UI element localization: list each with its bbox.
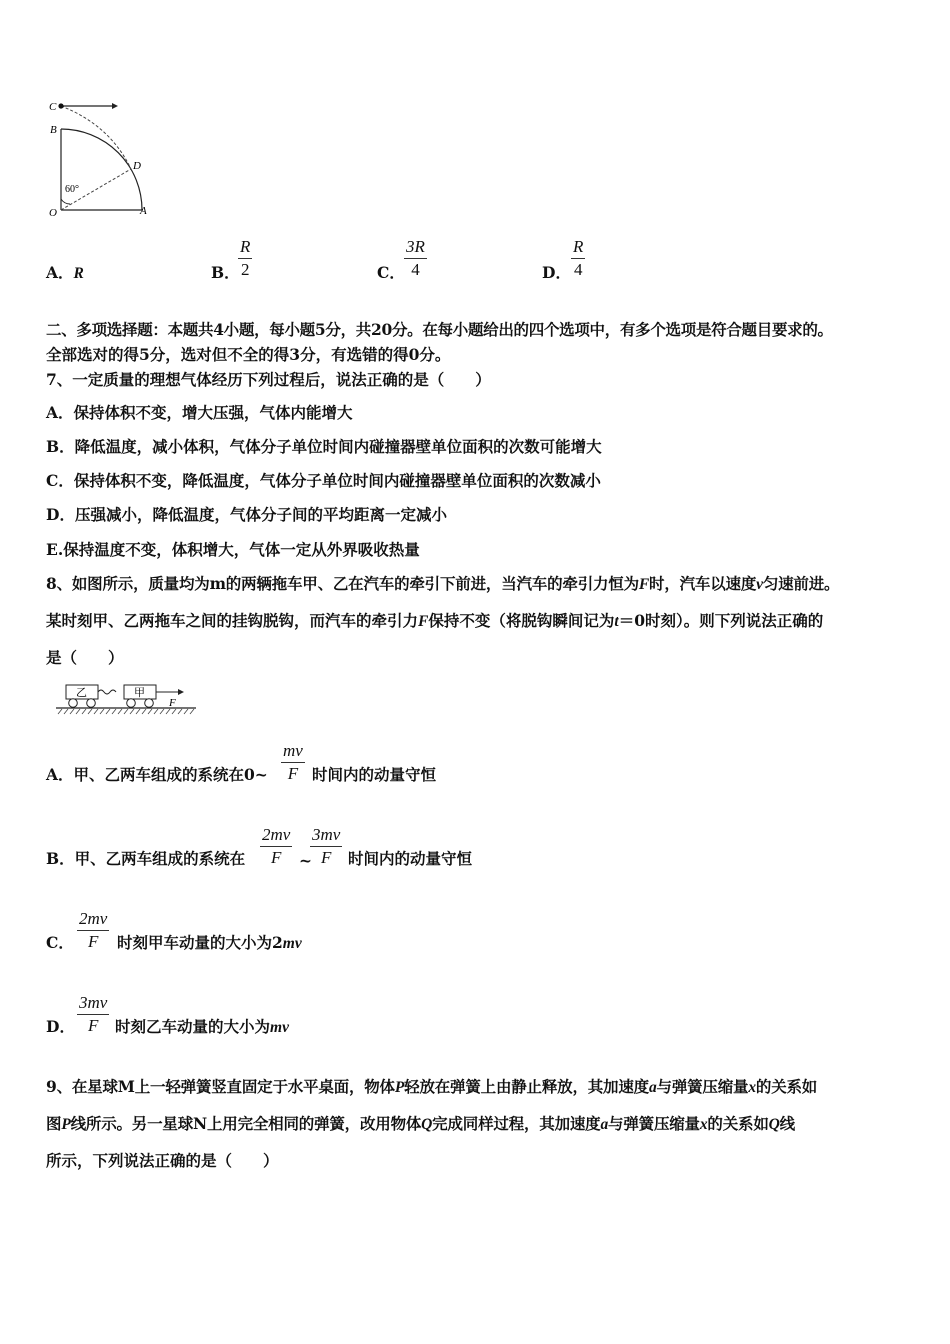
q7-option-d: D．压强减小，降低温度，气体分子间的平均距离一定减小: [46, 505, 447, 524]
section2-line1: 二、多项选择题：本题共4小题，每小题5分，共20分。在每小题给出的四个选项中，有多个选项是符合题目要求的。: [46, 320, 833, 339]
q8-option-d-fraction: $\frac{3mv}{F}$: [79, 993, 108, 1035]
q8-line2: 某时刻甲、乙两拖车之间的挂钩脱钩，而汽车的牵引力F保持不变（将脱钩瞬间记为t＝0时刻）。则下列说法正确的: [46, 611, 824, 630]
q8-option-a-pre: A．甲、乙两车组成的系统在0~: [46, 765, 268, 784]
q9-line2: 图P线所示。另一星球N上用完全相同的弹簧，改用物体Q完成同样过程，其加速度a与弹簧压缩量x的关系如Q线: [46, 1114, 795, 1133]
q6-option-d-fraction: $\frac{R}{4}$: [573, 237, 584, 279]
label-a: A: [140, 205, 147, 217]
section2-line2: 全部选对的得5分，选对但不全的得3分，有选错的得0分。: [46, 345, 451, 364]
q8-option-a-fraction: $\frac{mv}{F}$: [283, 741, 303, 783]
q8-option-b-pre: B．甲、乙两车组成的系统在: [46, 849, 246, 868]
q8-option-b-fraction-2: $\frac{3mv}{F}$: [312, 825, 341, 867]
q8-line3: 是（ ）: [46, 648, 124, 667]
q8-line1: 8、如图所示，质量均为m的两辆拖车甲、乙在汽车的牵引下前进，当汽车的牵引力恒为F时，汽车以速度v匀速前进。: [46, 574, 840, 593]
q8-option-c-post: 时刻甲车动量的大小为2mv: [117, 933, 302, 952]
q7-option-a: A．保持体积不变，增大压强，气体内能增大: [46, 403, 353, 422]
label-b: B: [50, 124, 57, 136]
q8-option-d-post: 时刻乙车动量的大小为mv: [115, 1017, 289, 1036]
q6-option-d-letter: D．: [542, 263, 571, 282]
q9-line1: 9、在星球M上一轻弹簧竖直固定于水平桌面，物体P轻放在弹簧上由静止释放，其加速度a与弹簧压缩量x的关系如: [46, 1077, 818, 1096]
q6-option-c-fraction: $\frac{3R}{4}$: [406, 237, 425, 279]
q7-option-e: E.保持温度不变，体积增大，气体一定从外界吸收热量: [46, 540, 420, 559]
q8-option-b-tilde: ~: [299, 851, 312, 870]
q6-option-a-value: R: [73, 265, 84, 282]
label-o: O: [49, 207, 57, 219]
q6-option-c-letter: C．: [377, 263, 405, 282]
q6-option-b-fraction: $\frac{R}{2}$: [240, 237, 251, 279]
q8-option-b-fraction-1: $\frac{2mv}{F}$: [262, 825, 291, 867]
q7-stem: 7、一定质量的理想气体经历下列过程后，说法正确的是（ ）: [46, 370, 491, 389]
q8-option-b-post: 时间内的动量守恒: [348, 849, 473, 868]
label-d: D: [133, 160, 141, 172]
label-angle: 60°: [65, 184, 79, 195]
q8-option-c-letter: C．: [46, 933, 74, 952]
label-c: C: [49, 101, 57, 113]
q7-option-c: C．保持体积不变，降低温度，气体分子单位时间内碰撞器壁单位面积的次数减小: [46, 471, 601, 490]
q6-option-a-letter: A．: [46, 263, 74, 282]
q7-option-b: B．降低温度，减小体积，气体分子单位时间内碰撞器壁单位面积的次数可能增大: [46, 437, 602, 456]
quarter-circle-figure: [40, 95, 170, 225]
trailers-figure: [52, 680, 202, 720]
q8-option-c-fraction: $\frac{2mv}{F}$: [79, 909, 108, 951]
car-yi-label: 乙: [76, 687, 87, 699]
q6-option-a: [46, 261, 84, 283]
force-label: F: [169, 697, 176, 709]
q9-line3: 所示，下列说法正确的是（ ）: [46, 1151, 279, 1170]
q8-option-d-letter: D．: [46, 1017, 75, 1036]
q8-option-a-post: 时间内的动量守恒: [312, 765, 437, 784]
q6-option-b-letter: B．: [211, 263, 240, 282]
car-jia-label: 甲: [134, 687, 145, 699]
